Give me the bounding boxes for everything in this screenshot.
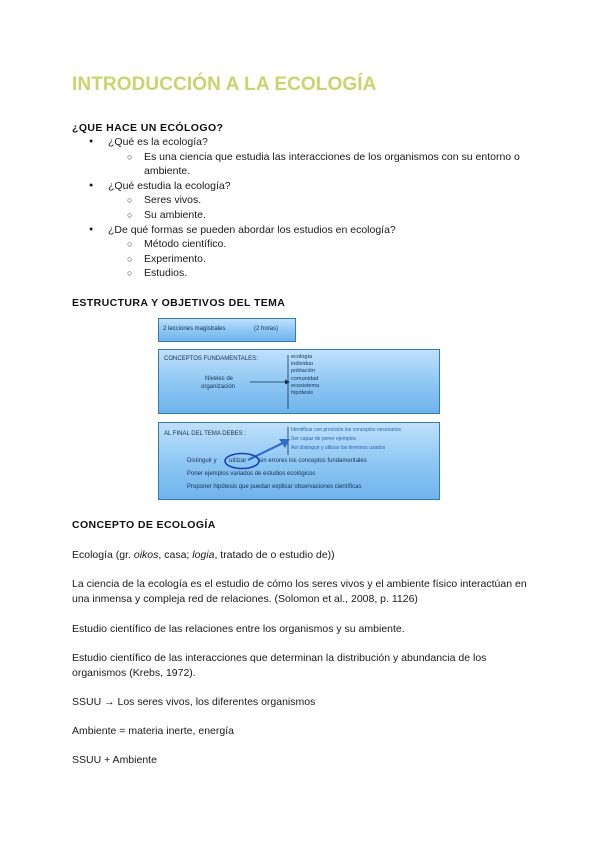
- bullet-question: ● ¿De qué formas se pueden abordar los estudios en ecología?: [72, 223, 532, 238]
- section-heading-que-hace: ¿QUE HACE UN ECÓLOGO?: [72, 122, 224, 134]
- level-item: población: [291, 368, 315, 375]
- etym-logia: logia: [192, 549, 215, 561]
- objectives-title: AL FINAL DEL TEMA DEBES :: [164, 431, 246, 437]
- concepts-box: [158, 349, 440, 414]
- objective-note: Ser capaz de poner ejemplos: [291, 436, 357, 442]
- objective-1a: Distinguir y: [187, 458, 217, 464]
- bullet-answer: ○ Es una ciencia que estudia las interacciones de los organismos con su entorno o ambiente.: [72, 150, 532, 179]
- bullet-answer: ○ Seres vivos.: [72, 193, 532, 208]
- document-title: INTRODUCCIÓN A LA ECOLOGÍA: [72, 74, 377, 95]
- objective-1-circled: utilizar: [229, 458, 247, 464]
- bullet-question: ● ¿Qué estudia la ecología?: [72, 179, 532, 194]
- etym-oikos: oikos: [133, 549, 159, 561]
- bullet-answer: ○ Experimento.: [72, 252, 532, 267]
- objective-3: Proponer hipótesis que puedan explicar observaciones científicas: [187, 484, 362, 490]
- bullet-answer: ○ Su ambiente.: [72, 208, 532, 223]
- etym-text: , tratado de o estudio de)): [214, 549, 335, 561]
- bracket-line: [286, 354, 290, 410]
- levels-list: [291, 354, 319, 397]
- concepts-title: CONCEPTOS FUNDAMENTALES:: [164, 356, 258, 362]
- section-heading-concepto: CONCEPTO DE ECOLOGÍA: [72, 519, 216, 531]
- objectives-box: [158, 422, 440, 500]
- bullet-question: ● ¿Qué es la ecología?: [72, 135, 532, 150]
- highlight-circle: [223, 452, 261, 470]
- etym-text: , casa;: [158, 549, 193, 561]
- level-item: ecología: [291, 354, 313, 360]
- levels-label-2: organización: [201, 384, 236, 390]
- level-item: comunidad: [291, 375, 319, 382]
- note-ambiente: Ambiente = materia inerte, energía: [72, 725, 234, 737]
- definition-solomon: La ciencia de la ecología es el estudio de cómo los seres vivos y el ambiente físico interactúan en una inmensa y compleja red de relaciones. (Solomon et al., 2008, p. 1126): [72, 578, 527, 605]
- objective-2: Poner ejemplos variados de estudios ecológicos: [187, 471, 316, 477]
- level-item: individuo: [291, 361, 314, 368]
- section-heading-estructura: ESTRUCTURA Y OBJETIVOS DEL TEMA: [72, 297, 286, 309]
- definition-krebs: Estudio científico de las interacciones que determinan la distribución y abundancia de los organismos (Krebs, 1972).: [72, 652, 487, 679]
- bullet-answer: ○ Método científico.: [72, 237, 532, 252]
- levels-label-1: Niveles de: [205, 376, 234, 382]
- objective-note: Identificar con precisión los conceptos necesarios: [291, 427, 402, 433]
- arrow-right-icon: [249, 377, 291, 387]
- note-ssuu: SSUU → Los seres vivos, los diferentes organismos: [72, 696, 316, 708]
- definition-short: Estudio científico de las relaciones entre los organismos y su ambiente.: [72, 623, 405, 635]
- objective-note: Así distinguir y utilizar los términos usados: [291, 445, 386, 451]
- topic-structure-diagram: [158, 318, 440, 499]
- bullet-answer: ○ Estudios.: [72, 266, 532, 281]
- level-item: ecosistema: [291, 382, 320, 389]
- objective-1b: sin errores los conceptos fundamentales: [259, 458, 367, 464]
- etym-text: Ecología (gr.: [72, 549, 134, 561]
- level-item: hipótesis: [291, 390, 314, 397]
- lectures-hours: (2 horas): [254, 326, 279, 332]
- etymology-line: [72, 548, 532, 563]
- question-outline: [72, 135, 532, 281]
- lectures-box: [158, 318, 296, 342]
- note-ssuu-ambiente: SSUU + Ambiente: [72, 754, 157, 766]
- lectures-label: 2 lecciones magistrales: [163, 326, 226, 332]
